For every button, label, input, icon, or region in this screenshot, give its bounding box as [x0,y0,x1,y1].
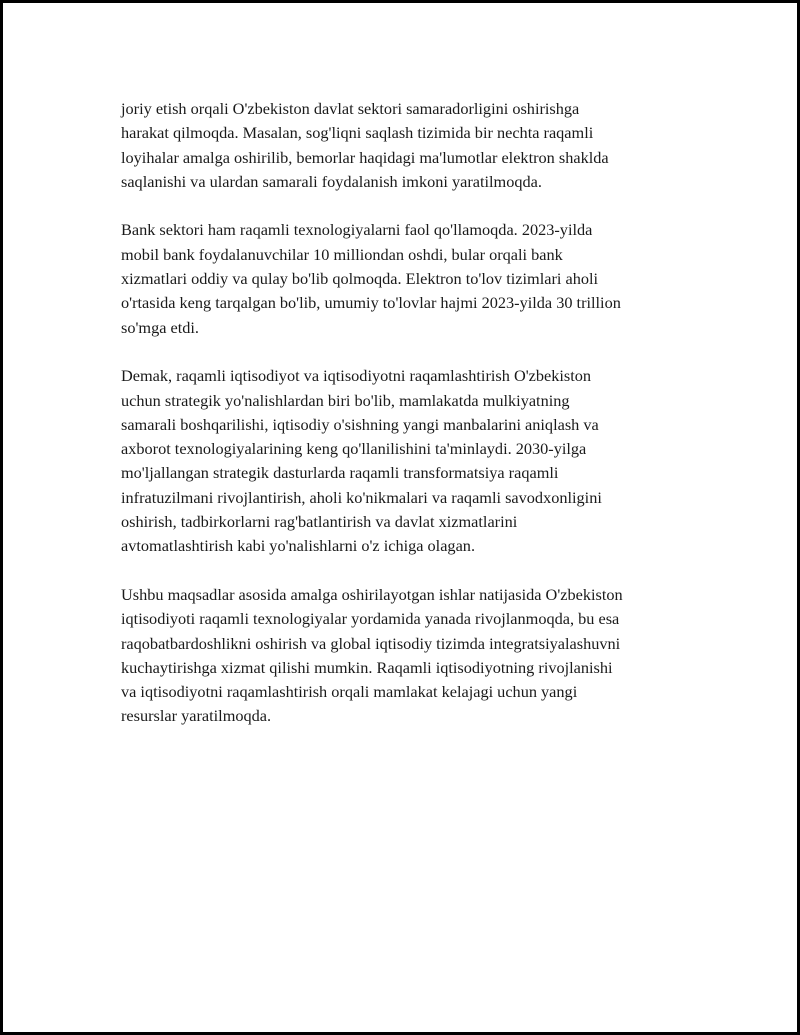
text-line: loyihalar amalga oshirilib, bemorlar haqidagi ma'lumotlar elektron shaklda [121,147,609,167]
text-line: Bank sektori ham raqamli texnologiyalarni faol qo'llamoqda. 2023-yilda [121,220,593,240]
paragraph-3 [121,364,691,558]
text-line: uchun strategik yo'nalishlardan biri bo'lib, mamlakatda mulkiyatning [121,390,570,410]
paragraph-2 [121,218,691,339]
text-line: so'mga etdi. [121,317,199,337]
text-line: saqlanishi va ulardan samarali foydalanish imkoni yaratilmoqda. [121,171,542,191]
text-line: raqobatbardoshlikni oshirish va global iqtisodiy tizimda integratsiyalashuvni [121,633,621,653]
text-line: axborot texnologiyalarining keng qo'llanilishini ta'minlaydi. 2030-yilga [121,439,587,459]
text-line: infratuzilmani rivojlantirish, aholi ko'nikmalari va raqamli savodxonligini [121,487,602,507]
document-body [121,97,691,753]
text-line: o'rtasida keng tarqalgan bo'lib, umumiy to'lovlar hajmi 2023-yilda 30 trillion [121,293,621,313]
text-line: samarali boshqarilishi, iqtisodiy o'sishning yangi manbalarini aniqlash va [121,414,599,434]
text-line: iqtisodiyoti raqamli texnologiyalar yordamida yanada rivojlanmoqda, bu esa [121,609,620,629]
text-line: Demak, raqamli iqtisodiyot va iqtisodiyotni raqamlashtirish O'zbekiston [121,366,592,386]
text-line: kuchaytirishga xizmat qilishi mumkin. Raqamli iqtisodiyotning rivojlanishi [121,657,613,677]
text-line: joriy etish orqali O'zbekiston davlat sektori samaradorligini oshirishga [121,99,580,118]
text-line: avtomatlashtirish kabi yo'nalishlarni o'z ichiga olagan. [121,536,476,556]
text-line: resurslar yaratilmoqda. [121,706,272,726]
paragraph-4 [121,583,691,729]
text-line: xizmatlari oddiy va qulay bo'lib qolmoqda. Elektron to'lov tizimlari aholi [121,269,599,289]
text-line: mo'ljallangan strategik dasturlarda raqamli transformatsiya raqamli [121,463,559,483]
text-line: mobil bank foydalanuvchilar 10 milliondan oshdi, bular orqali bank [121,244,563,264]
text-line: Ushbu maqsadlar asosida amalga oshirilayotgan ishlar natijasida O'zbekiston [121,584,623,604]
text-line: harakat qilmoqda. Masalan, sog'liqni saqlash tizimida bir nechta raqamli [121,123,594,143]
paragraph-1 [121,97,691,194]
text-line: oshirish, tadbirkorlarni rag'batlantirish va davlat xizmatlarini [121,512,518,532]
text-line: va iqtisodiyotni raqamlashtirish orqali mamlakat kelajagi uchun yangi [121,682,578,702]
